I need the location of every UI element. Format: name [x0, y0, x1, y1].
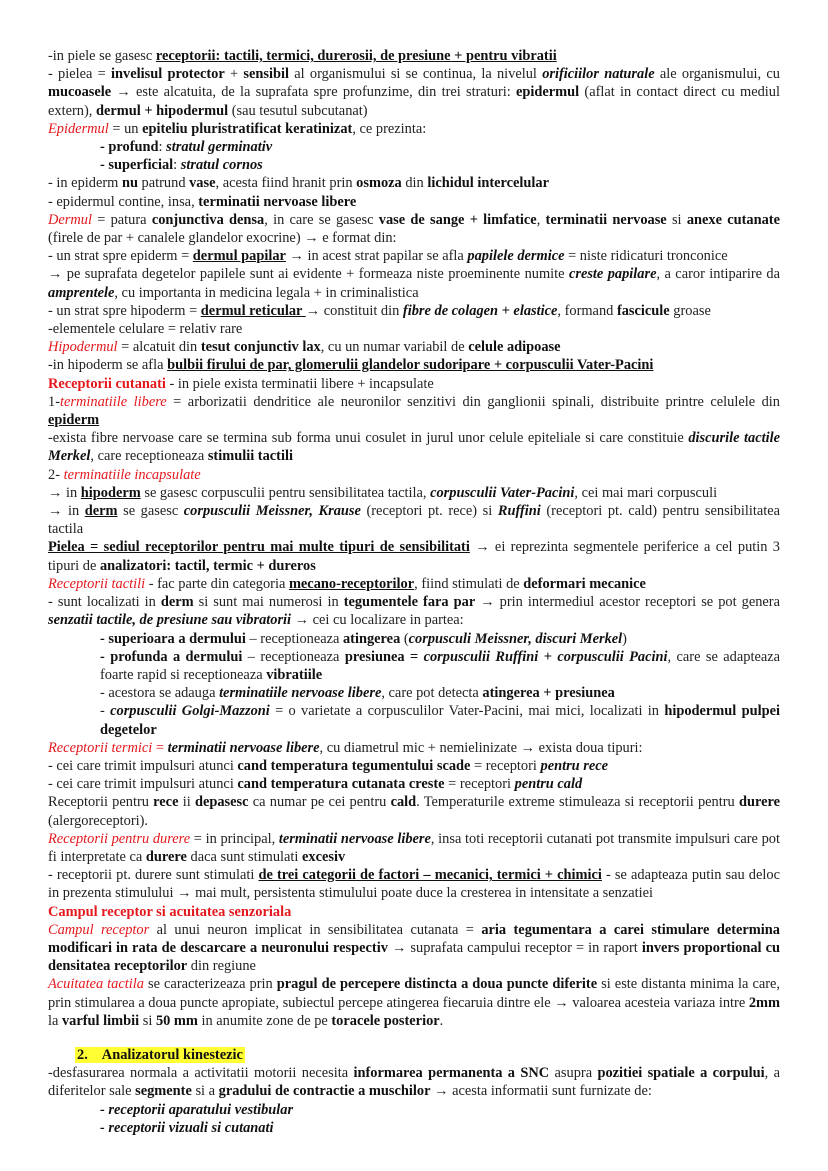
emphasis-text: tegumentele fara par — [343, 594, 476, 611]
emphasis-text: stratul cornos — [180, 157, 263, 174]
text-run: - fac parte din categoria — [145, 575, 289, 592]
emphasis-text: pentru cald — [514, 776, 583, 793]
highlighted-term: Acuitatea tactila — [48, 976, 144, 993]
text-run: = alcatuit din — [117, 339, 201, 356]
emphasis-text: durere — [145, 848, 187, 865]
text-run: - epidermul contine, insa, — [48, 193, 199, 210]
text-run: → suprafata campului receptor = in raport — [387, 939, 642, 956]
list-item — [100, 1119, 780, 1137]
paragraph — [48, 903, 780, 921]
paragraph — [48, 429, 780, 465]
heading-number: 2. — [77, 1046, 88, 1063]
paragraph — [48, 47, 780, 65]
paragraph — [48, 575, 780, 593]
paragraph — [48, 739, 780, 757]
highlighted-term: Dermul — [48, 211, 92, 228]
text-run: se caracterizeaza prin — [143, 976, 277, 993]
emphasis-text: dermul papilar — [192, 248, 286, 265]
paragraph — [48, 211, 780, 247]
text-run: - — [100, 703, 111, 720]
text-run: se gasesc — [117, 503, 184, 520]
heading-title: Analizatorul kinestezic — [101, 1046, 243, 1063]
emphasis-text: Ruffini — [497, 503, 541, 520]
text-run: . — [439, 1012, 444, 1029]
text-run: , — [536, 211, 546, 228]
text-run: din regiune — [187, 958, 256, 975]
emphasis-text: terminatii nervoase libere — [198, 193, 357, 210]
paragraph — [48, 320, 780, 338]
text-run: , acesta fiind hranit prin — [215, 175, 357, 192]
section-skin-analyzer — [48, 47, 780, 1030]
text-run: daca sunt stimulati — [186, 848, 303, 865]
emphasis-text: durere — [738, 794, 781, 811]
paragraph — [48, 484, 780, 502]
paragraph — [48, 356, 780, 374]
text-run: → acesta informatii sunt furnizate de: — [430, 1083, 652, 1100]
text-run: , care pot detecta — [381, 685, 483, 702]
paragraph — [48, 265, 780, 301]
list-item — [100, 138, 780, 156]
emphasis-text: stimulii tactili — [207, 448, 293, 465]
paragraph — [48, 338, 780, 356]
text-run: -elementele celulare = relativ rare — [48, 321, 243, 338]
emphasis-text: hipoderm — [80, 484, 141, 501]
section-kinesthetic-analyzer — [48, 1064, 780, 1137]
text-run: - pielea = — [48, 66, 112, 83]
emphasis-text: analizatori: tactil, termic + dureros — [99, 557, 316, 574]
text-run: - acestora se adauga — [100, 685, 220, 702]
emphasis-text: mecano-receptorilor — [288, 575, 415, 592]
emphasis-text: corpusculii Meissner, Krause — [183, 503, 361, 520]
text-run: , cu diametrul mic + nemielinizate → exista doua tipuri: — [319, 739, 643, 756]
highlighted-term: Receptorii termici — [48, 739, 153, 756]
paragraph — [48, 466, 780, 484]
text-run: asupra — [549, 1065, 598, 1082]
emphasis-text: - receptorii aparatului vestibular — [100, 1101, 294, 1118]
text-run: (firele de par + canalele glandelor exocrine) → e format din: — [48, 230, 397, 247]
emphasis-text: lichidul intercelular — [427, 175, 549, 192]
text-run: , care se adapteaza foarte rapid si receptioneaza — [100, 648, 780, 683]
text-run: → ei reprezinta segmentele periferice a cel putin 3 tipuri de — [48, 539, 780, 574]
emphasis-text: informarea permanenta a SNC — [353, 1065, 550, 1082]
text-run: , formand — [557, 302, 617, 319]
text-run: , cu importanta in medicina legala + in criminalistica — [114, 284, 419, 301]
emphasis-text: vase — [189, 175, 216, 192]
highlighted-term: Campul receptor — [48, 921, 150, 938]
paragraph — [48, 302, 780, 320]
text-run: , a caror intiparire da — [656, 266, 781, 283]
emphasis-text: anexe cutanate — [686, 211, 780, 228]
text-run: , care receptioneaza — [90, 448, 208, 465]
list-item — [100, 156, 780, 174]
text-run: (aflat in contact direct cu mediul extern), — [48, 84, 780, 119]
paragraph — [48, 502, 780, 538]
text-run: al unui neuron implicat in sensibilitatea cutanata = — [149, 921, 482, 938]
text-run: 1- — [48, 393, 60, 410]
emphasis-text: terminatii nervoase libere — [278, 830, 431, 847]
text-run: in anumite zone de pe — [197, 1012, 332, 1029]
emphasis-text: cand temperatura tegumentului scade — [237, 757, 471, 774]
emphasis-text: corpusculi Meissner, discuri Merkel — [408, 630, 623, 647]
text-run: → in — [48, 484, 81, 501]
text-run: la — [48, 1012, 62, 1029]
text-run: din — [401, 175, 428, 192]
emphasis-text: invelisul protector — [111, 66, 225, 83]
emphasis-text: senzatii tactile, de presiune sau vibratorii — [48, 612, 292, 629]
emphasis-text: fascicule — [616, 302, 670, 319]
text-run: ca numar pe cei pentru — [248, 794, 391, 811]
text-run: . Temperaturile extreme stimuleaza si receptorii pentru — [416, 794, 739, 811]
highlighted-term: Receptorii pentru durere — [48, 830, 191, 847]
text-run: = un — [108, 120, 143, 137]
emphasis-text: conjunctiva densa — [151, 211, 265, 228]
text-run: , cei mai mari corpusculi — [574, 484, 718, 501]
paragraph — [48, 757, 780, 775]
list-item — [100, 1101, 780, 1119]
emphasis-text: atingerea — [342, 630, 401, 647]
highlighted-term: Receptorii cutanati — [48, 375, 166, 392]
paragraph — [48, 593, 780, 629]
text-run: = in principal, — [190, 830, 279, 847]
emphasis-text: orificiilor naturale — [542, 66, 655, 83]
text-run: → in acest strat papilar se afla — [285, 248, 468, 265]
list-item — [100, 630, 780, 648]
text-run: → prin intermediul acestor receptori se pot genera — [475, 594, 780, 611]
emphasis-text: segmente — [135, 1083, 192, 1100]
text-run: si — [139, 1012, 156, 1029]
highlighted-heading — [75, 1047, 245, 1063]
paragraph — [48, 538, 780, 574]
emphasis-text: papilele dermice — [467, 248, 565, 265]
text-run: se gasesc corpusculii pentru sensibilitatea tactila, — [140, 484, 431, 501]
text-run: patrund — [137, 175, 190, 192]
text-run: → cei cu localizare in partea: — [291, 612, 464, 629]
emphasis-text: mucoasele — [48, 84, 112, 101]
text-run: (receptori pt. cald) pentru sensibilitatea tactila — [48, 503, 781, 538]
emphasis-text: atingerea + presiunea — [482, 685, 615, 702]
emphasis-text: bulbii firului de par, glomerulii glandelor sudoripare + corpusculii Vater-Pacini — [167, 357, 654, 374]
text-run: - in epiderm — [48, 175, 122, 192]
text-run: ) — [622, 630, 627, 647]
paragraph — [48, 793, 780, 829]
highlighted-term: terminatiile libere — [60, 393, 167, 410]
text-run: = arborizatii dendritice ale neuronilor senzitivi din ganglionii spinali, distribuite printre celulele din — [166, 393, 780, 410]
emphasis-text: - profund — [100, 139, 159, 156]
text-run: groase — [669, 302, 711, 319]
text-run: + — [224, 66, 244, 83]
paragraph — [48, 866, 780, 902]
emphasis-text: presiunea = — [344, 648, 424, 665]
text-run: , in care se gasesc — [264, 211, 379, 228]
list-item — [100, 684, 780, 702]
paragraph — [48, 174, 780, 192]
text-run: = o varietate a corpusculilor Vater-Pacini, mai mici, localizati in — [269, 703, 665, 720]
emphasis-text: fibre de colagen + elastice — [402, 302, 558, 319]
text-run: , insa toti receptorii cutanati pot transmite impulsuri care pot fi interpretate ca — [48, 830, 780, 865]
emphasis-text: - receptorii vizuali si cutanati — [100, 1119, 274, 1136]
text-run: → constituit din — [305, 302, 403, 319]
text-run: si a — [191, 1083, 219, 1100]
text-run: → este alcatuita, de la suprafata spre profunzime, din trei straturi: — [111, 84, 517, 101]
text-run: (alergoreceptori). — [48, 812, 149, 829]
emphasis-text: vibratiile — [266, 666, 323, 683]
emphasis-text: epidermul — [516, 84, 580, 101]
text-run: = patura — [91, 211, 152, 228]
highlighted-term: Campul receptor si acuitatea senzoriala — [48, 903, 292, 920]
paragraph — [48, 247, 780, 265]
text-run: – receptioneaza — [245, 630, 343, 647]
emphasis-text: de trei categorii de factori – mecanici, termici + chimici — [258, 867, 602, 884]
highlighted-term: Receptorii tactili — [48, 575, 146, 592]
paragraph — [48, 775, 780, 793]
emphasis-text: dermul + hipodermul — [95, 102, 229, 119]
text-run: -in hipoderm se afla — [48, 357, 168, 374]
emphasis-text: creste papilare — [568, 266, 657, 283]
emphasis-text: invers proportional cu densitatea receptorilor — [48, 939, 780, 975]
text-run: , ce prezinta: — [352, 120, 427, 137]
emphasis-text: gradului de contractie a muschilor — [218, 1083, 431, 1100]
text-run: → in — [48, 503, 85, 520]
emphasis-text: cald — [390, 794, 417, 811]
text-run: = receptori — [470, 757, 541, 774]
emphasis-text: dermul reticular — [200, 302, 306, 319]
emphasis-text: pozitiei spatiale a corpului — [597, 1065, 765, 1082]
emphasis-text: discurile tactile Merkel — [48, 430, 780, 465]
emphasis-text: depasesc — [194, 794, 249, 811]
emphasis-text: vase de sange + limfatice — [378, 211, 537, 228]
paragraph — [48, 393, 780, 429]
paragraph — [48, 830, 780, 866]
emphasis-text: - superficial — [100, 157, 174, 174]
text-run: - in piele exista terminatii libere + incapsulate — [165, 375, 434, 392]
text-run: : — [158, 139, 167, 156]
paragraph — [48, 921, 780, 976]
text-run: (sau tesutul subcutanat) — [228, 102, 368, 119]
text-run: = receptori — [444, 776, 515, 793]
emphasis-text: rece — [153, 794, 179, 811]
emphasis-text: 50 mm — [155, 1012, 198, 1029]
text-run: si — [666, 211, 687, 228]
text-run: : — [173, 157, 181, 174]
emphasis-text: toracele posterior — [331, 1012, 440, 1029]
emphasis-text: aria tegumentara a carei stimulare determina modificari in rata de descarcare a neuronului respectiv — [48, 921, 780, 956]
emphasis-text: corpusculii Vater-Pacini — [430, 484, 575, 501]
text-run: - cei care trimit impulsuri atunci — [48, 776, 238, 793]
text-run: -in piele se gasesc — [48, 48, 156, 64]
list-item — [100, 648, 780, 684]
emphasis-text: derm — [160, 594, 194, 611]
text-run: - un strat spre hipoderm = — [48, 302, 201, 319]
text-run: -desfasurarea normala a activitatii motorii necesita — [48, 1065, 354, 1082]
emphasis-text: cand temperatura cutanata creste — [237, 776, 445, 793]
text-run: , a diferitelor sale — [48, 1065, 781, 1100]
highlighted-term: Hipodermul — [48, 339, 118, 356]
emphasis-text: derm — [84, 503, 118, 520]
emphasis-text: epiderm — [48, 412, 100, 429]
text-run: - se adapteaza putin sau deloc in prezenta stimulului → mai mult, persistenta stimulului poate duce la cresterea in intensitate a senzatiei — [48, 867, 780, 902]
text-run: = niste ridicaturi tronconice — [564, 248, 728, 265]
emphasis-text: sensibil — [243, 66, 289, 83]
emphasis-text: varful limbii — [61, 1012, 140, 1029]
section-heading — [75, 1046, 780, 1064]
paragraph — [48, 65, 780, 120]
paragraph — [48, 975, 780, 1030]
text-run: (receptori pt. rece) si — [360, 503, 498, 520]
text-run: → pe suprafata degetelor papilele sunt ai evidente + formeaza niste proeminente numite — [48, 266, 569, 283]
paragraph — [48, 1064, 780, 1100]
emphasis-text: excesiv — [302, 848, 346, 865]
emphasis-text: + — [538, 648, 558, 665]
text-run: - sunt localizati in — [48, 594, 161, 611]
text-run: - un strat spre epiderm = — [48, 248, 193, 265]
emphasis-text: terminatii nervoase — [545, 211, 667, 228]
emphasis-text: Pielea = sediul receptorilor pentru mai multe tipuri de sensibilitati — [48, 539, 470, 556]
highlighted-term: = — [152, 739, 168, 756]
emphasis-text: amprentele — [48, 284, 115, 301]
emphasis-text: deformari mecanice — [523, 575, 646, 592]
paragraph — [48, 375, 780, 393]
text-run: si este distanta minima la care, prin stimularea a doua puncte apropiate, subiectul percepe atingerea fiecaruia dintre ele → valoarea acesteia variaza intre — [48, 976, 781, 1011]
emphasis-text: - superioara a dermului — [100, 630, 246, 647]
emphasis-text: - profunda a dermului — [100, 648, 243, 665]
emphasis-text: osmoza — [356, 175, 402, 192]
emphasis-text: celule adipoase — [468, 339, 561, 356]
emphasis-text: tesut conjunctiv lax — [200, 339, 321, 356]
emphasis-text: terminatiile nervoase libere — [219, 685, 382, 702]
highlighted-term: terminatiile incapsulate — [63, 466, 201, 483]
text-run: -exista fibre nervoase care se termina sub forma unui cosulet in jurul unor celule epiteliale si care constituie — [48, 430, 689, 447]
text-run: ii — [178, 794, 195, 811]
emphasis-text: terminatii nervoase libere — [167, 739, 320, 756]
emphasis-text: 2mm — [748, 994, 780, 1011]
emphasis-text: receptorii: tactili, termici, durerosii, de presiune + pentru vibratii — [155, 48, 557, 64]
text-run: ( — [400, 630, 409, 647]
paragraph — [48, 120, 780, 138]
emphasis-text: corpusculii Golgi-Mazzoni — [110, 703, 270, 720]
list-item — [100, 702, 780, 738]
paragraph — [48, 193, 780, 211]
text-run: - cei care trimit impulsuri atunci — [48, 757, 238, 774]
document-page — [48, 47, 780, 1137]
emphasis-text: nu — [121, 175, 138, 192]
emphasis-text: corpusculii Ruffini — [423, 648, 539, 665]
emphasis-text: hipodermul pulpei degetelor — [100, 703, 781, 738]
text-run: , cu un numar variabil de — [320, 339, 469, 356]
text-run: – receptioneaza — [242, 648, 345, 665]
highlighted-term: Epidermul — [48, 120, 109, 137]
emphasis-text: stratul germinativ — [166, 139, 273, 156]
text-run: Receptorii pentru — [48, 794, 154, 811]
emphasis-text: epiteliu pluristratificat keratinizat — [142, 120, 353, 137]
emphasis-text: pragul de percepere distincta a doua puncte diferite — [276, 976, 598, 993]
text-run: si sunt mai numerosi in — [193, 594, 344, 611]
text-run: al organismului si se continua, la nivelul — [288, 66, 543, 83]
text-run: 2- — [48, 466, 64, 483]
text-run: , fiind stimulati de — [414, 575, 524, 592]
emphasis-text: corpusculii Pacini — [557, 648, 668, 665]
emphasis-text: pentru rece — [540, 757, 609, 774]
text-run: ale organismului, cu — [654, 66, 780, 83]
text-run: - receptorii pt. durere sunt stimulati — [48, 867, 259, 884]
